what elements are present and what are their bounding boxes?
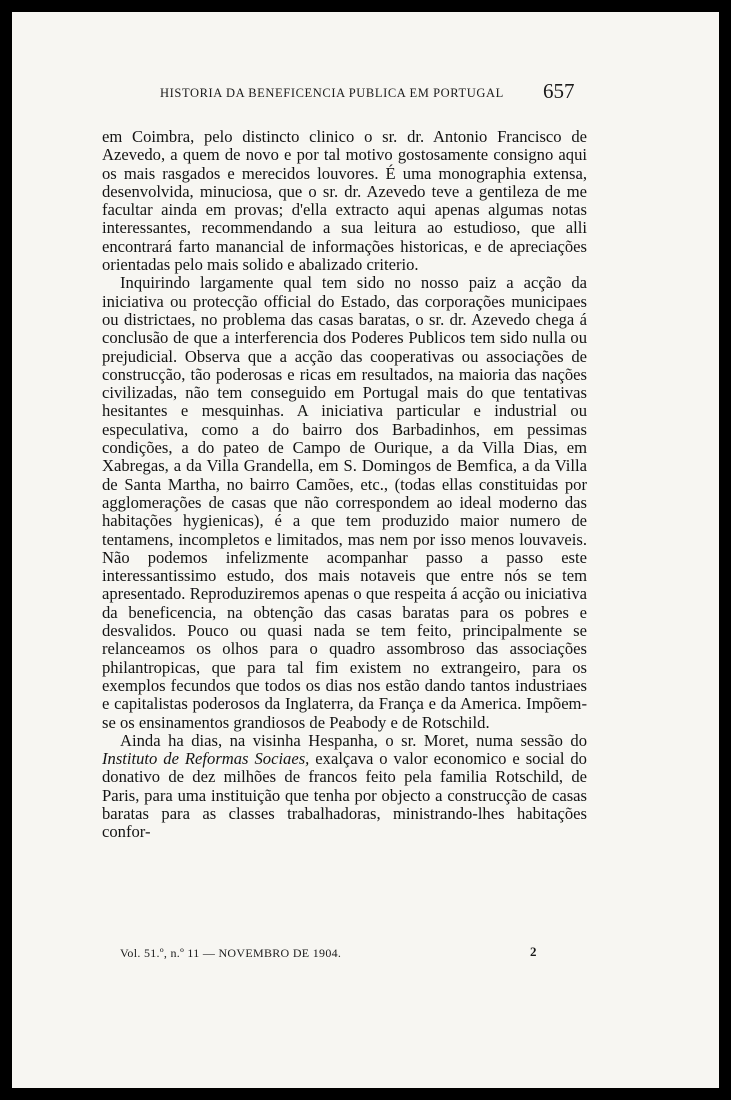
- book-page: [12, 12, 719, 1088]
- paragraph-3-text-before: Ainda ha dias, na visinha Hespanha, o sr. Moret, numa sessão do: [120, 730, 587, 750]
- paragraph-3: [102, 732, 587, 842]
- paragraph-3-italic-title: Instituto de Reformas Sociaes,: [102, 749, 310, 769]
- running-header: HISTORIA DA BENEFICENCIA PUBLICA EM PORTUGAL: [160, 86, 504, 100]
- footer-citation: Vol. 51.º, n.º 11 — NOVEMBRO DE 1904.: [120, 946, 342, 960]
- paragraph-1: em Coimbra, pelo distincto clinico o sr. dr. Antonio Francisco de Azevedo, a quem de novo e por tal motivo gostosamente consigno aqui os mais rasgados e merecidos louvores. É uma monographia extensa, desenvolvida, minuciosa, que o sr. dr. Azevedo teve a gentileza de me facultar ainda em provas; d'ella extracto aqui apenas algumas notas interessantes, recommendando a sua leitura ao estudioso, que alli encontrará farto manancial de informações historicas, e de apreciações orientadas pelo mais solido e abalizado criterio.: [102, 127, 587, 275]
- page-number: 657: [543, 79, 575, 103]
- body-text: [102, 128, 587, 842]
- signature-mark: 2: [530, 944, 537, 959]
- paragraph-3-text-after: exalçava o valor economico e social do donativo de dez milhões de francos feito pela familia Rotschild, de Paris, para uma instituição que tenha por objecto a construcção de casas baratas para as classes trabalhadoras, ministrando-lhes habitações confor-: [102, 749, 587, 842]
- paragraph-2: Inquirindo largamente qual tem sido no nosso paiz a acção da iniciativa ou protecção official do Estado, das corporações municipaes ou districtaes, no problema das casas baratas, o sr. dr. Azevedo chega á conclusão de que a interferencia dos Poderes Publicos tem sido nulla ou prejudicial. Observa que a acção das cooperativas ou associações de construcção, tão poderosas e ricas em resultados, na maioria das nações civilizadas, não tem conseguido em Portugal mais do que tentativas hesitantes e mesquinhas. A iniciativa particular e industrial ou especulativa, como a do bairro dos Barbadinhos, em pessimas condições, a do pateo de Campo de Ourique, a da Villa Dias, em Xabregas, a da Villa Grandella, em S. Domingos de Bemfica, a da Villa de Santa Martha, no bairro Camões, etc., (todas ellas constituidas por agglomerações de casas que não correspondem ao ideal moderno das habitações hygienicas), é a que tem produzido maior numero de tentamens, incompletos e limitados, mas nem por isso menos louvaveis. Não podemos infelizmente acompanhar passo a passo este interessantissimo estudo, dos mais notaveis que entre nós se tem apresentado. Reproduziremos apenas o que respeita á acção ou iniciativa da beneficencia, na obtenção das casas baratas para os pobres e desvalidos. Pouco ou quasi nada se tem feito, principalmente se relanceamos os olhos para o quadro assombroso das associações philantropicas, que para tal fim existem no extrangeiro, para os exemplos fecundos que todos os dias nos estão dando tantos industriaes e capitalistas poderosos da Inglaterra, da França e da America. Impõem-se os ensinamentos grandiosos de Peabody e de Rotschild.: [102, 273, 587, 732]
